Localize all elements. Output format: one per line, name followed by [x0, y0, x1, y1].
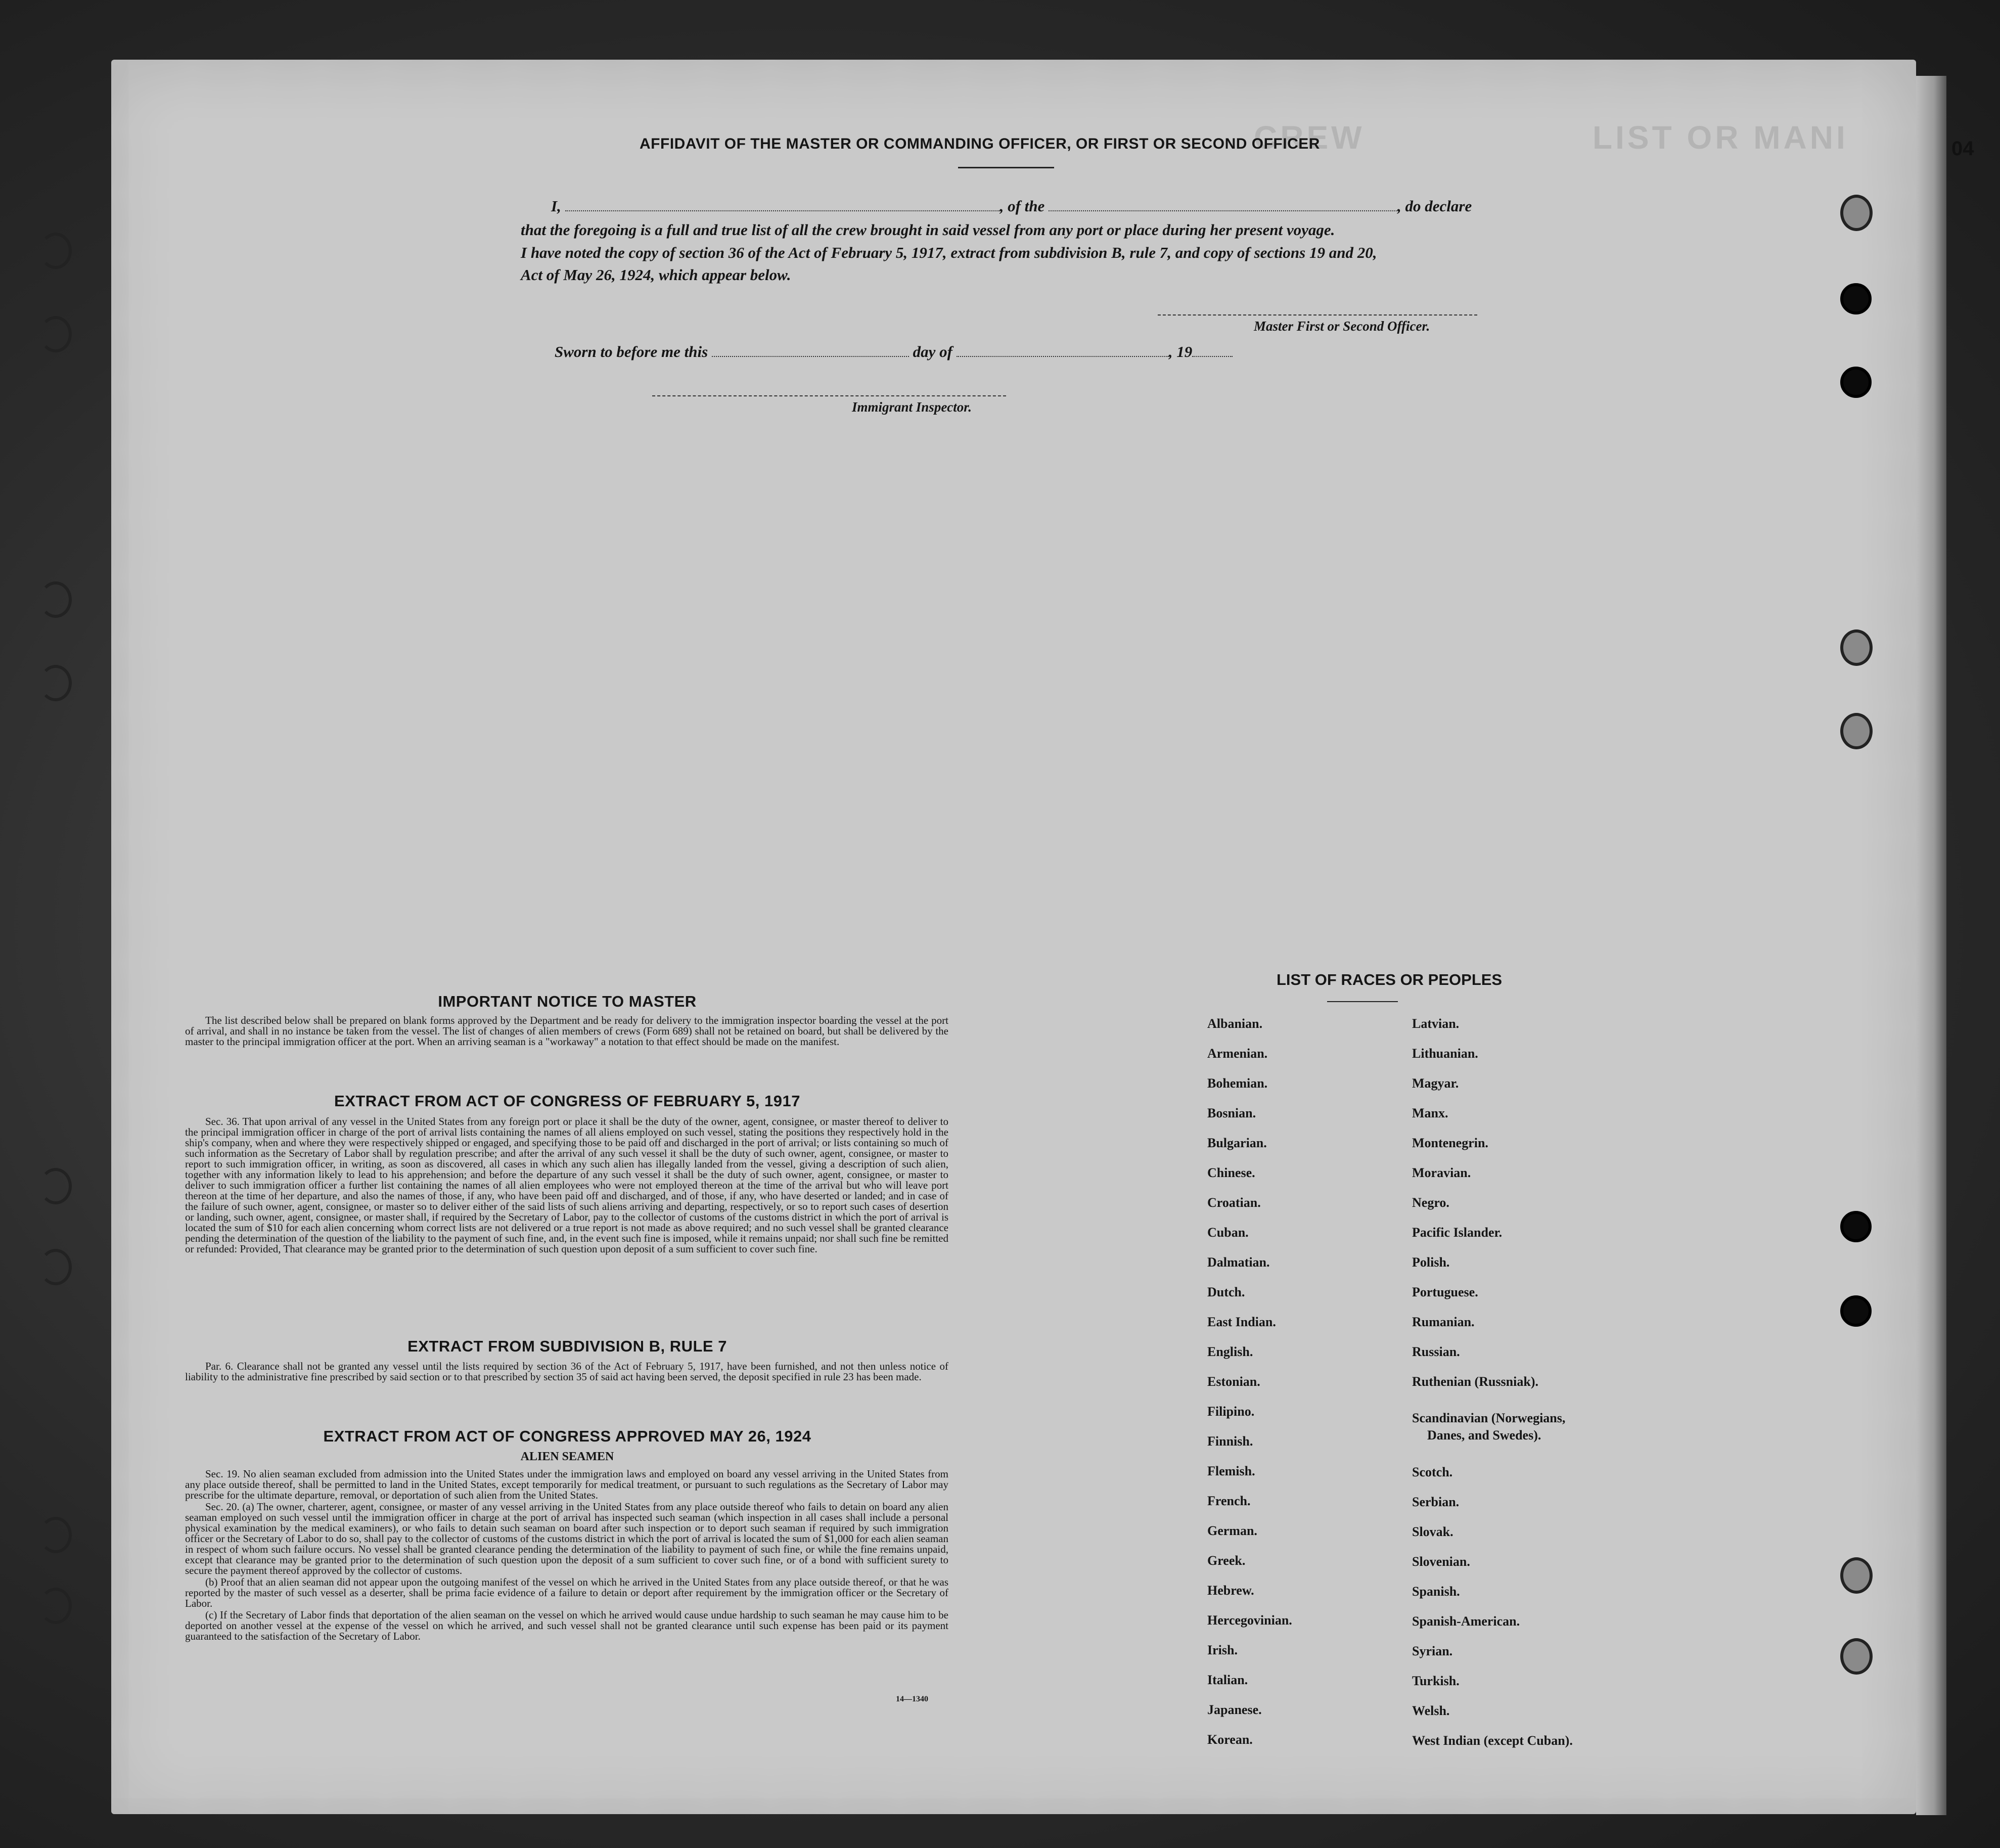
notice-text	[185, 1015, 948, 1048]
form-code: 14—1340	[896, 1695, 928, 1703]
affidavit-title: AFFIDAVIT OF THE MASTER OR COMMANDING OFFICER, OR FIRST OR SECOND OFFICER	[640, 136, 1320, 152]
race-right: Polish.	[1412, 1255, 1450, 1270]
sworn-label: Sworn to before me this	[555, 343, 708, 360]
extract-1917-heading: EXTRACT FROM ACT OF CONGRESS OF FEBRUARY 5, 1917	[334, 1092, 800, 1110]
race-right: Magyar.	[1412, 1076, 1459, 1091]
race-left: French.	[1207, 1494, 1251, 1508]
binding-hole	[39, 1168, 72, 1204]
alien-seamen-subheading: ALIEN SEAMEN	[520, 1450, 614, 1463]
notice-paragraph: The list described below shall be prepared on blank forms approved by the Department and be ready for delivery to the immigration inspector boarding the vessel at the port of arrival, and shall in no instance be taken from the vessel. The list of changes of alien members of crews (Form 689) shall not be retained on board, but shall be delivered by the master to the principal immigration officer at the port. When an arriving seaman is a "workaway" a notation to that effect should be made on the manifest.	[185, 1014, 948, 1048]
binding-hole	[1840, 713, 1873, 749]
race-left: Armenian.	[1207, 1046, 1268, 1061]
title-rule	[958, 167, 1054, 168]
race-left: Korean.	[1207, 1732, 1253, 1747]
of-the-label: , of the	[999, 197, 1045, 215]
race-right: Rumanian.	[1412, 1315, 1475, 1329]
master-signature-label: Master First or Second Officer.	[1254, 319, 1430, 334]
sworn-line	[555, 343, 1233, 361]
section-36-paragraph: Sec. 36. That upon arrival of any vessel in the United States from any foreign port or place it shall be the duty of the owner, agent, consignee, or master thereof to deliver to the principal immigration officer in charge of the port of arrival lists containing the names of all aliens employed on such vessel, stating the positions they respectively hold in the ship's company, when and where they were respectively shipped or engaged, and specifying those to be paid off and discharged in the port of arrival; or lists containing so much of such information as the Secretary of Labor shall by regulation prescribe; and after the arrival of any such vessel it shall be the duty of such owner, agent, consignee, or master to report to such immigration officer, in writing, as soon as discovered, all cases in which any such alien has illegally landed from the vessel, giving a description of such alien, together with any information likely to lead to his apprehension; and before the departure of any such vessel it shall be the duty of such owner, agent, consignee, or master to deliver to such immigration officer a further list containing the names of all alien employees who were not employed thereon at the time of the arrival but who will leave port thereon at the time of her departure, and also the names of those, if any, who have been paid off and discharged, and of those, if any, who have deserted or landed; and in case of the failure of such owner, agent, consignee, or master so to deliver either of the said lists of such aliens arriving and departing, respectively, or so to report such cases of desertion or landing, such owner, agent, consignee, or master shall, if required by the Secretary of Labor, pay to the collector of customs of the customs district in which the port of arrival is located the sum of $10 for each alien concerning whom correct lists are not delivered or a true report is not made as above required; and no such vessel shall be granted clearance pending the determination of the question of the liability to the payment of such fine, and, in the event such fine is imposed, while it remains unpaid; nor shall such fine be remitted or refunded: Provided, That clearance may be granted prior to the determination of such question upon deposit of a sum sufficient to cover such fine.	[185, 1115, 948, 1255]
binding-hole	[39, 1517, 72, 1553]
race-right: West Indian (except Cuban).	[1412, 1733, 1573, 1748]
extract-1917-text	[185, 1116, 948, 1255]
master-name-field[interactable]	[565, 200, 1000, 211]
extract-rule7-heading: EXTRACT FROM SUBDIVISION B, RULE 7	[407, 1337, 727, 1355]
race-left: Flemish.	[1207, 1464, 1255, 1478]
extract-rule7-text	[185, 1361, 948, 1383]
binding-hole	[1840, 283, 1872, 314]
bleed-through-text: CREW	[1254, 119, 1365, 156]
race-left: Bohemian.	[1207, 1076, 1268, 1091]
race-right: Montenegrin.	[1412, 1136, 1488, 1150]
sworn-month-field[interactable]	[957, 346, 1169, 357]
race-right: Russian.	[1412, 1344, 1460, 1359]
binding-hole	[39, 581, 72, 618]
race-right: Pacific Islander.	[1412, 1225, 1503, 1240]
race-right: Danes, and Swedes).	[1427, 1428, 1541, 1443]
i-label: I,	[551, 197, 561, 215]
race-left: Bulgarian.	[1207, 1136, 1267, 1150]
race-left: Filipino.	[1207, 1404, 1255, 1419]
section-20c-paragraph: (c) If the Secretary of Labor finds that deportation of the alien seaman on the vessel on which he arrived would cause undue hardship to such seaman he may cause him to be deported on another vessel at the expense of the vessel on which he arrived, and such vessel shall not be granted clearance until such expense has been paid or its payment guaranteed to the satisfaction of the Secretary of Labor.	[185, 1609, 948, 1642]
notice-heading: IMPORTANT NOTICE TO MASTER	[438, 993, 697, 1010]
binding-hole	[1840, 367, 1872, 398]
sworn-day-field[interactable]	[712, 346, 909, 357]
sheet-number: 04	[1951, 138, 1974, 160]
race-right: Slovak.	[1412, 1524, 1453, 1539]
race-right: Scandinavian (Norwegians,	[1412, 1411, 1566, 1425]
binding-hole	[1840, 195, 1873, 231]
binding-hole	[1840, 1295, 1872, 1327]
vessel-name-field[interactable]	[1049, 200, 1397, 211]
race-right: Welsh.	[1412, 1703, 1450, 1718]
extract-1924-text	[185, 1469, 948, 1643]
race-left: English.	[1207, 1344, 1253, 1359]
master-signature-line[interactable]	[1158, 314, 1477, 315]
year-label: , 19	[1168, 343, 1193, 360]
binding-hole	[1840, 1557, 1873, 1594]
race-right: Serbian.	[1412, 1495, 1460, 1509]
race-right: Slovenian.	[1412, 1554, 1470, 1569]
inspector-signature-label: Immigrant Inspector.	[852, 399, 972, 415]
race-right: Turkish.	[1412, 1674, 1460, 1688]
race-right: Manx.	[1412, 1106, 1448, 1120]
binding-hole	[39, 316, 72, 352]
declare-label: , do declare	[1397, 197, 1472, 215]
race-right: Negro.	[1412, 1195, 1449, 1210]
race-right: Spanish-American.	[1412, 1614, 1520, 1629]
race-left: Italian.	[1207, 1673, 1248, 1687]
races-title: LIST OF RACES OR PEOPLES	[1277, 971, 1503, 988]
page-edge	[1916, 76, 1946, 1815]
race-left: East Indian.	[1207, 1315, 1276, 1329]
binding-hole	[39, 1588, 72, 1624]
race-right: Scotch.	[1412, 1465, 1453, 1479]
binding-hole	[1840, 1211, 1872, 1242]
race-right: Syrian.	[1412, 1644, 1453, 1658]
bleed-through-text: LIST OR MANI	[1593, 119, 1848, 156]
race-left: Greek.	[1207, 1553, 1246, 1568]
binding-hole	[39, 1249, 72, 1285]
section-20a-paragraph: Sec. 20. (a) The owner, charterer, agent, consignee, or master of any vessel arriving in the United States from any place outside thereof who fails to detain on board any alien seaman employed on such vessel until the immigration officer in charge at the port of arrival has inspected such seaman (which inspection in all cases shall include a personal physical examination by the medical examiners), or who fails to detain such seaman on board after such inspection or to deport such seaman if required by such immigration officer or the Secretary of Labor to do so, shall pay to the collector of customs of the customs district in which the port of arrival is located the sum of $1,000 for each alien seaman in respect of whom such failure occurs. No vessel shall be granted clearance pending the determination of the liability to payment of such fine, or while the fine remains unpaid, except that clearance may be granted prior to the determination of such question upon the deposit of a sum sufficient to cover such fine, or of a bond with sufficient surety to secure the payment thereof approved by the collector of customs.	[185, 1501, 948, 1576]
binding-hole	[1840, 629, 1873, 666]
race-left: German.	[1207, 1523, 1257, 1538]
section-19-paragraph: Sec. 19. No alien seaman excluded from admission into the United States under the immigration laws and employed on board any vessel arriving in the United States from any place outside thereof, shall be permitted to land in the United States, except temporarily for medical treatment, or pursuant to such regulations as the Secretary of Labor may prescribe for the ultimate departure, removal, or deportation of such alien from the United States.	[185, 1468, 948, 1501]
race-left: Cuban.	[1207, 1225, 1249, 1240]
race-right: Latvian.	[1412, 1016, 1460, 1031]
race-left: Finnish.	[1207, 1434, 1253, 1449]
sworn-year-field[interactable]	[1192, 346, 1233, 357]
race-right: Portuguese.	[1412, 1285, 1478, 1299]
affidavit-line-4: Act of May 26, 1924, which appear below.	[521, 266, 791, 284]
race-left: Dutch.	[1207, 1285, 1245, 1299]
race-left: Dalmatian.	[1207, 1255, 1270, 1270]
day-of-label: day of	[913, 343, 952, 360]
binding-hole	[39, 233, 72, 269]
race-left: Estonian.	[1207, 1374, 1260, 1389]
race-left: Hercegovinian.	[1207, 1613, 1292, 1628]
extract-1924-heading: EXTRACT FROM ACT OF CONGRESS APPROVED MAY 26, 1924	[323, 1427, 811, 1445]
affidavit-declaration-line	[551, 197, 1472, 215]
race-left: Irish.	[1207, 1643, 1238, 1657]
race-left: Japanese.	[1207, 1702, 1262, 1717]
races-title-rule	[1327, 1001, 1398, 1002]
race-right: Moravian.	[1412, 1165, 1471, 1180]
race-right: Ruthenian (Russniak).	[1412, 1374, 1538, 1389]
race-left: Croatian.	[1207, 1195, 1261, 1210]
section-20b-paragraph: (b) Proof that an alien seaman did not appear upon the outgoing manifest of the vessel on which he arrived in the United States from any place outside thereof, or that he was reported by the master of such vessel as a deserter, shall be prima facie evidence of a failure to detain or deport after requirement by the immigration officer or the Secretary of Labor.	[185, 1576, 948, 1609]
rule7-paragraph: Par. 6. Clearance shall not be granted any vessel until the lists required by section 36 of the Act of February 5, 1917, have been furnished, and not then unless notice of liability to the administrative fine prescribed by said section or to that prescribed by section 35 of said act having been served, the deposit specified in rule 23 has been made.	[185, 1360, 948, 1383]
race-left: Hebrew.	[1207, 1583, 1254, 1598]
affidavit-line-3: I have noted the copy of section 36 of the Act of February 5, 1917, extract from subdivision B, rule 7, and copy of sections 19 and 20,	[521, 244, 1377, 261]
race-left: Bosnian.	[1207, 1106, 1256, 1120]
race-left: Albanian.	[1207, 1016, 1263, 1031]
binding-hole	[39, 665, 72, 701]
race-right: Lithuanian.	[1412, 1046, 1478, 1061]
inspector-signature-line[interactable]	[652, 395, 1006, 396]
race-left: Chinese.	[1207, 1165, 1255, 1180]
binding-hole	[1840, 1638, 1873, 1675]
affidavit-line-2: that the foregoing is a full and true list of all the crew brought in said vessel from any port or place during her present voyage.	[521, 221, 1335, 239]
race-right: Spanish.	[1412, 1584, 1460, 1599]
